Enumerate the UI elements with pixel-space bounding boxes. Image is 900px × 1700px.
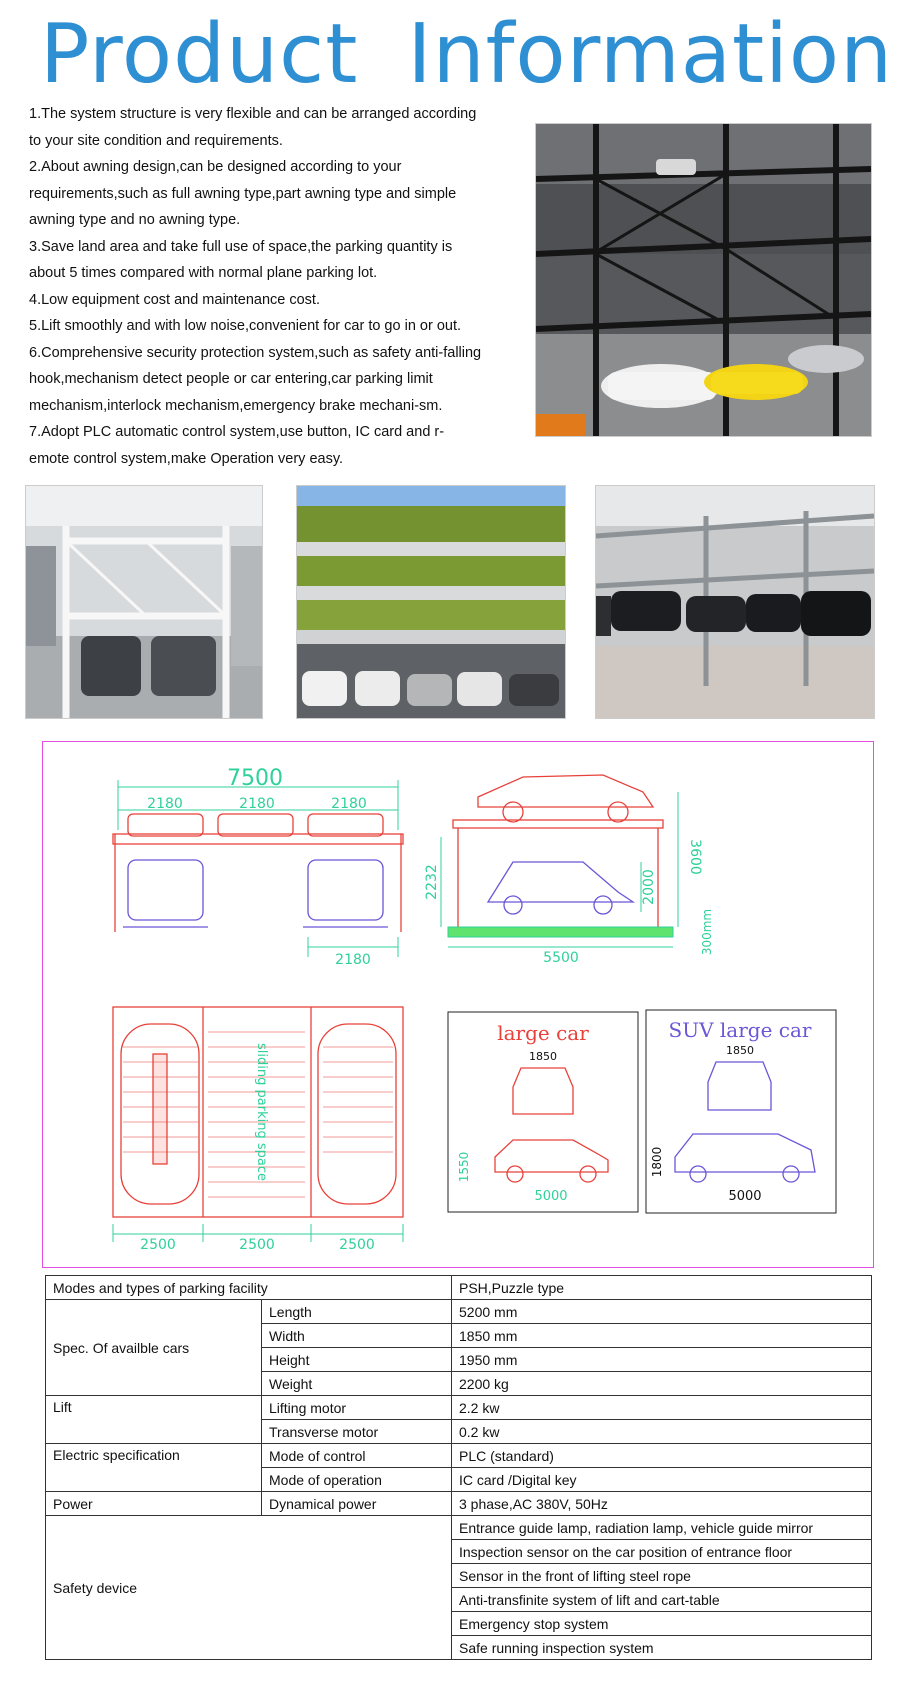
feature-line: mechanism,interlock mechanism,emergency brake mechani-sm. [29,397,443,414]
feature-line: awning type and no awning type. [29,212,241,228]
suv-car-length: 5000 [728,1189,762,1204]
spec-group-label: Spec. Of availble cars [46,1300,262,1396]
page-title: Product Information [40,7,894,102]
feature-line: 4.Low equipment cost and maintenance cost. [29,291,320,308]
feature-line: 1.The system structure is very flexible and can be arranged according [29,106,477,122]
dim-plan-width: 2500 [339,1237,375,1253]
lift-parking-photo-1 [25,485,263,719]
feature-line: to your site condition and requirements. [29,132,283,149]
spec-name: Mode of control [262,1444,452,1468]
lift-parking-photo-3 [595,485,875,719]
feature-line: requirements,such as full awning type,part awning type and simple [29,185,457,202]
front-elevation [113,766,403,968]
dim-lower-height: 2232 [424,864,440,900]
feature-line: about 5 times compared with normal plane parking lot. [29,265,378,281]
spec-table [45,1275,872,1660]
spec-group-label: Power [46,1492,262,1516]
feature-line: 3.Save land area and take full use of space,the parking quantity is [29,238,453,255]
spec-label: Modes and types of parking facility [46,1276,452,1300]
spec-value: Safe running inspection system [452,1636,872,1660]
lift-parking-photo-2 [296,485,566,719]
spec-value: 1850 mm [452,1324,872,1348]
spec-name: Lifting motor [262,1396,452,1420]
spec-name: Height [262,1348,452,1372]
spec-name: Mode of operation [262,1468,452,1492]
dim-bay-width: 2180 [147,796,183,812]
feature-line: 2.About awning design,can be designed according to your [29,159,402,175]
plan-label: sliding parking space [254,1043,269,1181]
spec-value: Sensor in the front of lifting steel rope [452,1564,872,1588]
spec-name: Width [262,1324,452,1348]
spec-name: Transverse motor [262,1420,452,1444]
spec-value: PSH,Puzzle type [452,1276,872,1300]
table-row [46,1396,872,1420]
spec-group-label: Safety device [46,1516,452,1660]
dim-bay-width: 2180 [331,796,367,812]
spec-value: Inspection sensor on the car position of entrance floor [452,1540,872,1564]
spec-value: 0.2 kw [452,1420,872,1444]
dim-bottom-bay: 2180 [335,952,371,968]
spec-value: 1950 mm [452,1348,872,1372]
dim-plan-width: 2500 [239,1237,275,1253]
table-row [46,1276,872,1300]
table-row [46,1516,872,1540]
plan-view [113,1007,403,1253]
feature-line: emote control system,make Operation very easy. [29,450,344,467]
large-car-height: 1550 [457,1151,471,1183]
large-car-length: 5000 [534,1189,568,1204]
technical-drawing [42,741,874,1268]
large-car-title: large car [497,1021,589,1045]
feature-list [29,101,519,472]
feature-line: 5.Lift smoothly and with low noise,convenient for car to go in or out. [29,318,462,334]
dim-bay-width: 2180 [239,796,275,812]
suv-car-width: 1850 [726,1044,754,1057]
spec-group-label: Electric specification [46,1444,262,1492]
dim-plan-width: 2500 [140,1237,176,1253]
spec-name: Dynamical power [262,1492,452,1516]
dim-upper-height: 3600 [687,839,703,875]
feature-line: 6.Comprehensive security protection system,such as safety anti-falling [29,344,482,361]
side-elevation [424,775,714,966]
parking-structure-photo [535,123,872,437]
suv-car-height: 1800 [650,1146,664,1178]
table-row [46,1444,872,1468]
spec-value: 5200 mm [452,1300,872,1324]
spec-group-label: Lift [46,1396,262,1444]
feature-line: hook,mechanism detect people or car entering,car parking limit [29,371,433,387]
dim-depth: 5500 [543,950,579,966]
dim-total-width: 7500 [227,766,283,791]
feature-line: 7.Adopt PLC automatic control system,use button, IC card and r- [29,424,445,440]
table-row [46,1492,872,1516]
suv-car-title: SUV large car [668,1018,812,1042]
spec-value: Anti-transfinite system of lift and cart-table [452,1588,872,1612]
spec-value: 3 phase,AC 380V, 50Hz [452,1492,872,1516]
dim-pit: 300mm [700,908,714,956]
spec-value: 2200 kg [452,1372,872,1396]
spec-value: PLC (standard) [452,1444,872,1468]
table-row [46,1300,872,1324]
large-car-width: 1850 [529,1050,557,1063]
suv-car-diagram [646,1010,836,1213]
spec-value: Emergency stop system [452,1612,872,1636]
dim-inner-height: 2000 [641,869,657,905]
large-car-diagram [448,1012,638,1212]
spec-name: Weight [262,1372,452,1396]
spec-value: 2.2 kw [452,1396,872,1420]
spec-value: Entrance guide lamp, radiation lamp, vehicle guide mirror [452,1516,872,1540]
spec-name: Length [262,1300,452,1324]
spec-value: IC card /Digital key [452,1468,872,1492]
